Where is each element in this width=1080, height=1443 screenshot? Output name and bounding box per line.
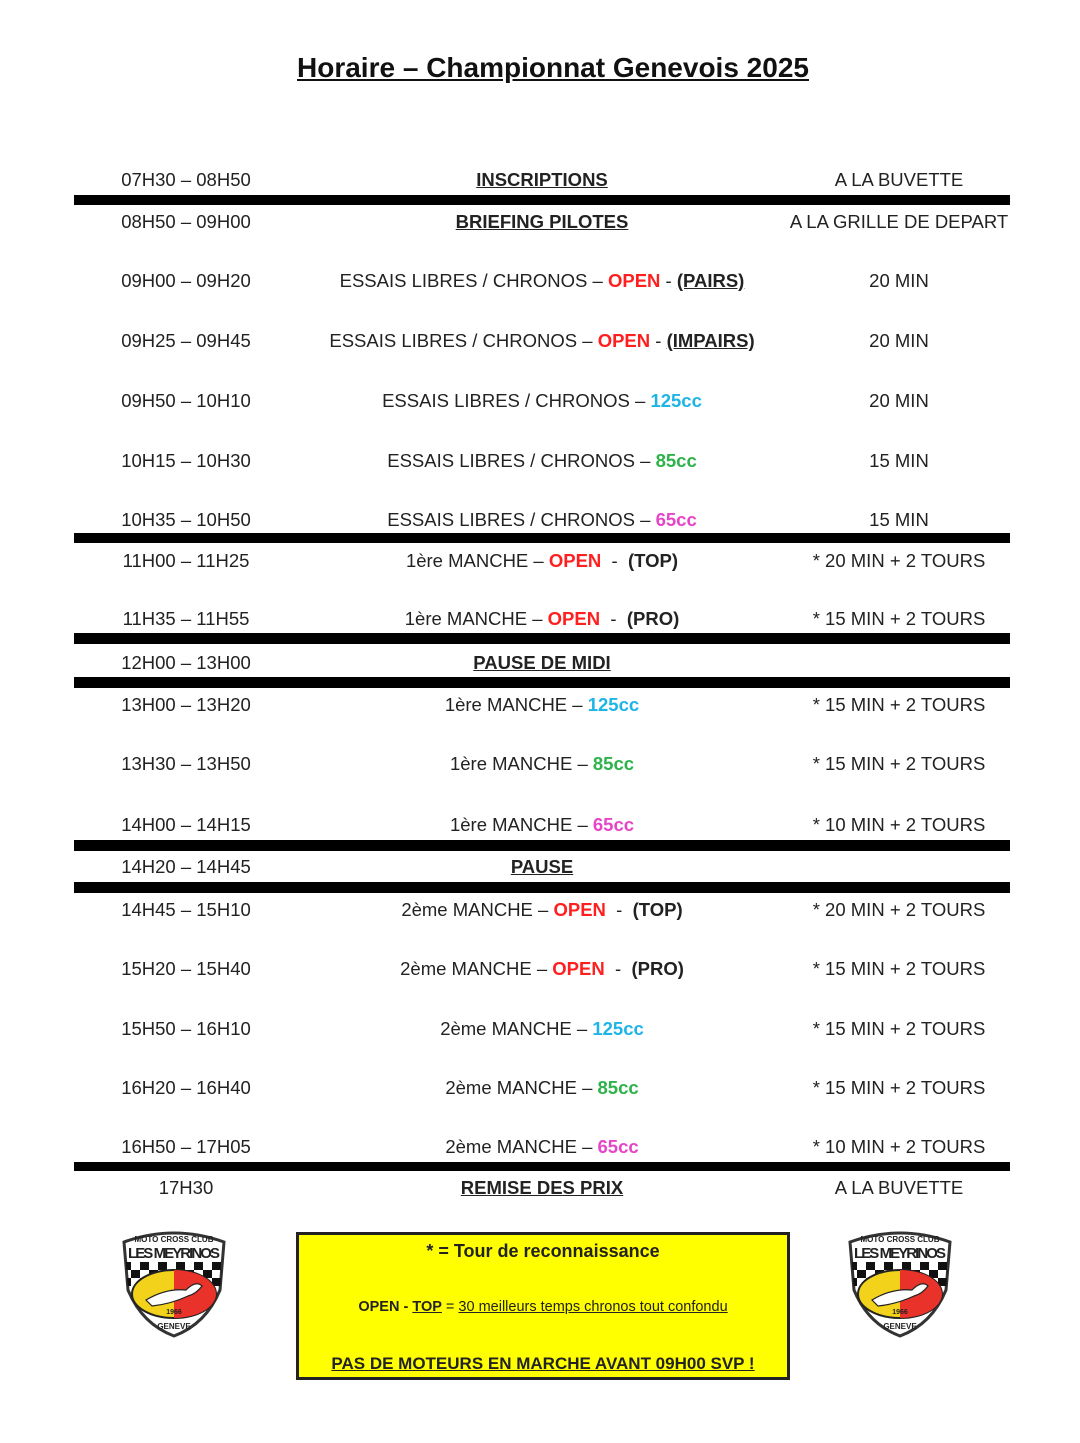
event-text: ESSAIS LIBRES / CHRONOS – [387,450,656,471]
event-name [292,604,792,634]
schedule-row [0,165,1080,195]
event-name [292,648,792,678]
event-group: (PAIRS) [676,270,745,291]
event-text: 2ème MANCHE – [400,958,553,979]
section-divider [74,677,1010,688]
schedule-row [0,1014,1080,1044]
page-title: Horaire – Championnat Genevois 2025 [297,52,809,83]
event-name [292,690,792,720]
legend-top-label: TOP [412,1299,442,1315]
time-slot: 15H50 – 16H10 [121,1018,251,1039]
section-divider [74,1162,1010,1171]
svg-text:GENEVE: GENEVE [157,1322,191,1331]
class-label-open: OPEN [547,608,601,629]
time-slot: 14H20 – 14H45 [121,856,251,877]
event-text: 1ère MANCHE – [449,753,593,774]
event-info: * 10 MIN + 2 TOURS [812,1136,986,1157]
legend-equals: = [441,1299,459,1315]
event-name [292,326,792,356]
schedule-row [0,954,1080,984]
event-info: * 15 MIN + 2 TOURS [812,753,986,774]
event-text: 1ère MANCHE – [444,694,588,715]
schedule-row [0,1173,1080,1203]
schedule-row [0,266,1080,296]
legend-warning: PAS DE MOTEURS EN MARCHE AVANT 09H00 SVP ! [331,1354,755,1373]
event-name [292,386,792,416]
event-heading: PAUSE DE MIDI [473,652,611,673]
time-slot: 10H35 – 10H50 [121,509,251,530]
legend-box [296,1232,790,1380]
event-name [292,954,792,984]
event-name [292,1073,792,1103]
legend-open-label: OPEN - [358,1299,413,1315]
event-heading: INSCRIPTIONS [476,169,608,190]
class-label-125cc: 125cc [592,1018,644,1039]
legend-top-definition: 30 meilleurs temps chronos tout confondu [458,1299,728,1315]
event-info: * 20 MIN + 2 TOURS [812,899,986,920]
section-divider [74,633,1010,644]
time-slot: 09H50 – 10H10 [121,390,251,411]
time-slot: 13H30 – 13H50 [121,753,251,774]
event-info: * 15 MIN + 2 TOURS [812,1018,986,1039]
legend-open-top [299,1299,787,1315]
class-label-125cc: 125cc [650,390,702,411]
event-group: (TOP) [632,899,683,920]
time-slot: 10H15 – 10H30 [121,450,251,471]
event-text: 1ère MANCHE – [405,550,549,571]
class-label-open: OPEN [607,270,661,291]
event-info: * 15 MIN + 2 TOURS [812,608,986,629]
section-divider [74,840,1010,851]
event-text: ESSAIS LIBRES / CHRONOS – [387,509,656,530]
time-slot: 09H25 – 09H45 [121,330,251,351]
event-info: * 15 MIN + 2 TOURS [812,1077,986,1098]
time-slot: 13H00 – 13H20 [121,694,251,715]
event-text: - [601,550,629,571]
schedule-row [0,446,1080,476]
schedule-row [0,386,1080,416]
schedule-row [0,690,1080,720]
event-text: 2ème MANCHE – [445,1077,598,1098]
event-info: * 20 MIN + 2 TOURS [812,550,986,571]
schedule-row [0,648,1080,678]
club-logo-right [842,1228,958,1338]
svg-text:MOTO CROSS CLUB: MOTO CROSS CLUB [134,1235,214,1244]
class-label-open: OPEN [548,550,602,571]
time-slot: 17H30 [158,1177,214,1198]
event-name [292,266,792,296]
class-label-65cc: 65cc [655,509,697,530]
event-name [292,749,792,779]
event-name [292,895,792,925]
schedule-row [0,852,1080,882]
event-name [292,852,792,882]
schedule-row [0,1073,1080,1103]
class-label-open: OPEN [552,958,605,979]
event-heading: PAUSE [510,856,574,877]
event-group: (PRO) [631,958,684,979]
svg-text:1966: 1966 [892,1309,908,1316]
schedule-row [0,546,1080,576]
time-slot: 07H30 – 08H50 [121,169,251,190]
event-info: 15 MIN [869,509,929,530]
event-text: 1ère MANCHE – [449,814,593,835]
class-label-85cc: 85cc [592,753,635,774]
event-group: (TOP) [628,550,679,571]
event-heading: BRIEFING PILOTES [455,211,629,232]
event-name [292,446,792,476]
event-info: 20 MIN [869,270,929,291]
event-text: ESSAIS LIBRES / CHRONOS – [339,270,608,291]
club-logo-left [116,1228,232,1338]
schedule-row [0,1132,1080,1162]
schedule-row [0,326,1080,356]
event-text: 1ère MANCHE – [404,608,548,629]
event-text: - [600,608,627,629]
time-slot: 16H20 – 16H40 [121,1077,251,1098]
time-slot: 14H45 – 15H10 [121,899,251,920]
event-info: * 15 MIN + 2 TOURS [812,958,986,979]
schedule-row [0,505,1080,535]
svg-text:1966: 1966 [166,1309,182,1316]
event-text: - [605,899,633,920]
event-name [292,546,792,576]
event-group: (PRO) [626,608,680,629]
event-info: A LA BUVETTE [834,169,964,190]
event-name [292,1173,792,1203]
event-name [292,810,792,840]
legend-asterisk: * = Tour de reconnaissance [426,1241,660,1261]
event-heading: REMISE DES PRIX [460,1177,624,1198]
time-slot: 14H00 – 14H15 [121,814,251,835]
event-text: 2ème MANCHE – [440,1018,593,1039]
time-slot: 11H00 – 11H25 [122,550,250,571]
section-divider [74,882,1010,893]
class-label-open: OPEN [597,330,651,351]
event-name [292,1014,792,1044]
event-text: ESSAIS LIBRES / CHRONOS – [329,330,598,351]
svg-text:MOTO CROSS CLUB: MOTO CROSS CLUB [860,1235,940,1244]
event-name [292,1132,792,1162]
schedule-row [0,810,1080,840]
event-group: (IMPAIRS) [666,330,755,351]
svg-text:GENEVE: GENEVE [883,1322,917,1331]
schedule-row [0,749,1080,779]
schedule-row [0,604,1080,634]
class-label-85cc: 85cc [597,1077,639,1098]
schedule-row [0,207,1080,237]
event-name [292,207,792,237]
event-text: - [604,958,632,979]
class-label-125cc: 125cc [587,694,640,715]
time-slot: 08H50 – 09H00 [121,211,251,232]
event-info: 20 MIN [869,330,929,351]
class-label-65cc: 65cc [592,814,635,835]
event-info: A LA BUVETTE [834,1177,964,1198]
event-text: - [660,270,677,291]
event-name [292,165,792,195]
event-text: - [650,330,667,351]
time-slot: 11H35 – 11H55 [122,608,250,629]
class-label-65cc: 65cc [597,1136,639,1157]
svg-text:LES MEYRINOS: LES MEYRINOS [854,1245,946,1262]
time-slot: 16H50 – 17H05 [121,1136,251,1157]
event-text: 2ème MANCHE – [401,899,554,920]
class-label-85cc: 85cc [655,450,697,471]
schedule-row [0,895,1080,925]
time-slot: 12H00 – 13H00 [121,652,251,673]
event-info: A LA GRILLE DE DEPART [789,211,1009,232]
event-name [292,505,792,535]
time-slot: 09H00 – 09H20 [121,270,251,291]
event-text: 2ème MANCHE – [445,1136,598,1157]
event-info: * 10 MIN + 2 TOURS [812,814,986,835]
event-text: ESSAIS LIBRES / CHRONOS – [382,390,651,411]
svg-text:LES MEYRINOS: LES MEYRINOS [128,1245,220,1262]
class-label-open: OPEN [553,899,606,920]
event-info: 15 MIN [869,450,929,471]
section-divider [74,195,1010,205]
time-slot: 15H20 – 15H40 [121,958,251,979]
event-info: 20 MIN [869,390,929,411]
event-info: * 15 MIN + 2 TOURS [812,694,986,715]
